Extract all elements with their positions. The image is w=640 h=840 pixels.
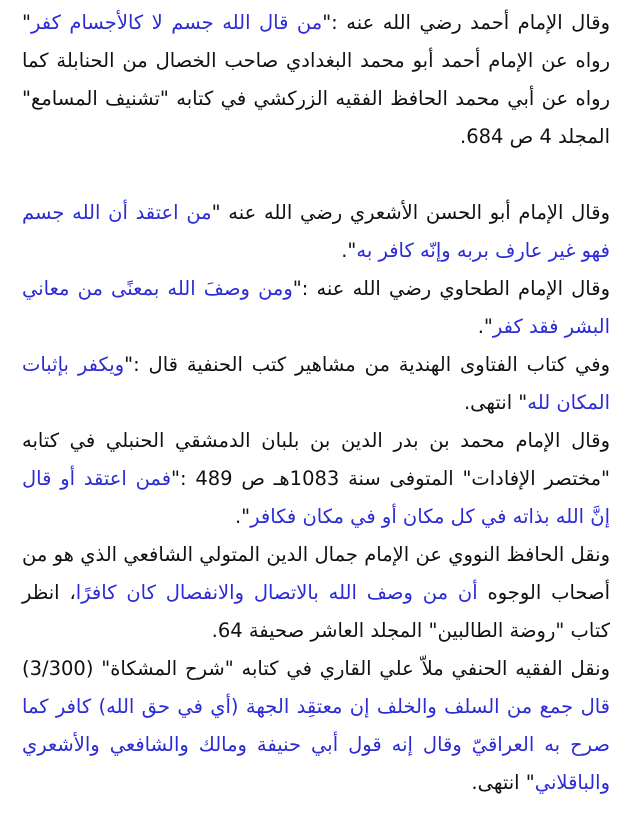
paragraph-balban: [22, 422, 610, 536]
quote-text: ويكفر بإثبات المكان لله: [22, 353, 610, 414]
quote-text: من اعتقد أن الله جسم فهو غير عارف بربه وإنّه كافر به: [22, 201, 610, 262]
paragraph-hindiyya: [22, 346, 610, 422]
paragraph-ahmad: [22, 4, 610, 156]
paragraph-text: وفي كتاب الفتاوى الهندية من مشاهير كتب الحنفية قال :": [124, 353, 610, 376]
paragraph-text: وقال الإمام الطحاوي رضي الله عنه :": [292, 277, 610, 300]
paragraph-text: " انتهى.: [471, 771, 535, 794]
paragraph-text: ونقل الفقيه الحنفي ملاّ علي القاري في كتابه "شرح المشكاة" (3/300): [22, 657, 610, 680]
paragraph-text: ، انظر كتاب "روضة الطالبين" المجلد العاشر صحيفة 64.: [22, 581, 610, 642]
paragraph-text: ".: [341, 239, 357, 262]
paragraph-text: ".: [477, 315, 493, 338]
paragraph-text: وقال الإمام محمد بن بدر الدين بن بلبان الدمشقي الحنبلي في كتابه "مختصر الإفادات" المتوفى سنة 1083هـ ص 489 :": [22, 429, 610, 490]
quote-text: ومن وصفَ الله بمعنًى من معاني البشر فقد كفر: [22, 277, 610, 338]
paragraph-text: ونقل الحافظ النووي عن الإمام جمال الدين المتولي الشافعي الذي هو من أصحاب الوجوه: [22, 543, 610, 604]
paragraph-text: وقال الإمام أحمد رضي الله عنه :": [322, 11, 610, 34]
paragraph-nawawi: [22, 536, 610, 650]
paragraph-qari: [22, 650, 610, 802]
quote-text: فمن اعتقد أو قال إنَّ الله بذاته في كل مكان أو في مكان فكافر: [22, 467, 610, 528]
paragraph-gap: [22, 156, 610, 194]
quote-text: من قال الله جسم لا كالأجسام كفر: [30, 11, 323, 34]
quote-text: أن من وصف الله بالاتصال والانفصال كان كافرًا: [75, 581, 478, 604]
paragraph-ashari: [22, 194, 610, 270]
paragraph-text: وقال الإمام أبو الحسن الأشعري رضي الله عنه ": [211, 201, 610, 224]
quote-text: قال جمع من السلف والخلف إن معتقِد الجهة (أي في حق الله) كافر كما صرح به العراقيّ وقال إنه قول أبي حنيفة ومالك والشافعي والأشعري والباقلاني: [22, 695, 610, 794]
paragraph-text: ".: [234, 505, 251, 528]
paragraph-tahawi: [22, 270, 610, 346]
paragraph-text: " انتهى.: [463, 391, 528, 414]
paragraph-text: " رواه عن الإمام أحمد أبو محمد البغدادي صاحب الخصال من الحنابلة كما رواه عن أبي محمد الحافظ الفقيه الزركشي في كتابه "تشنيف المسامع" المجلد 4 ص 684.: [22, 11, 610, 148]
